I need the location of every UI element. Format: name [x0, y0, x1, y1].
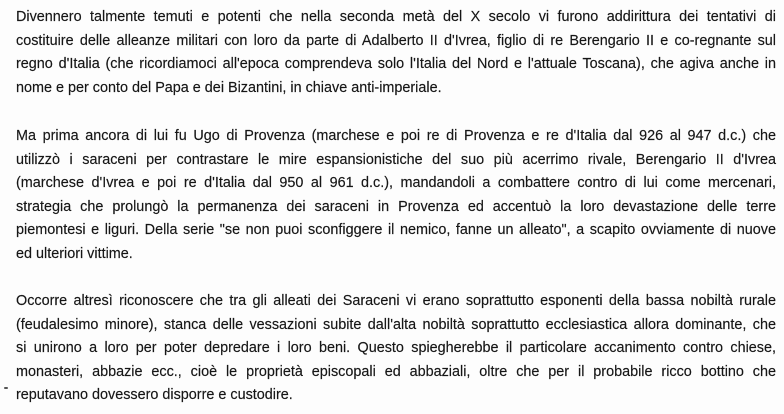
text-line: Occorre altresì riconoscere che tra gli alleati dei Saraceni vi erano soprattutto esponenti della bassa nobiltà rurale: [16, 293, 776, 309]
text-line: strategia che prolungò la permanenza dei saraceni in Provenza ed accentuò la loro devastazione delle terre: [16, 198, 776, 215]
paragraph-ugo-di-provenza: [16, 125, 776, 266]
text-line: ed ulteriori vittime.: [16, 245, 133, 262]
text-line: (marchese d'Ivrea e poi re d'Italia dal 950 al 961 d.c.), mandandoli a combattere contro di lui come mercenari,: [16, 175, 776, 191]
paragraph-adalberto: [16, 6, 776, 100]
text-line: utilizzò i saraceni per contrastare le mire espansionistiche del suo più acerrimo rivale, Berengario II d'Ivrea: [16, 151, 776, 168]
text-line: Divennero talmente temuti e potenti che nella seconda metà del X secolo vi furono addirittura dei tentativi di: [16, 9, 776, 25]
text-line: nome e per conto del Papa e dei Bizantini, in chiave anti-imperiale.: [16, 79, 442, 96]
text-line: si unirono a loro per poter depredare i loro beni. Questo spiegherebbe il particolare accanimento contro chiese,: [16, 340, 776, 356]
text-line: regno d'Italia (che ricordiamoci all'epoca comprendeva solo l'Italia del Nord e l'attuale Toscana), che agiva anche in: [16, 56, 776, 72]
text-line: monasteri, abbazie ecc., cioè le proprietà episcopali ed abbaziali, oltre che per il probabile ricco bottino che: [16, 363, 776, 380]
text-line: (feudalesimo minore), stanca delle vessazioni subite dall'alta nobiltà soprattutto ecclesiastica allora dominante, che: [16, 316, 776, 333]
text-line: costituire delle alleanze militari con loro da parte di Adalberto II d'Ivrea, figlio di re Berengario II e co-regnante sul: [16, 32, 776, 49]
text-line: Ma prima ancora di lui fu Ugo di Provenza (marchese e poi re di Provenza e re d'Italia dal 926 al 947 d.c.) che: [16, 128, 776, 144]
text-line: reputavano dovessero disporre e custodire.: [16, 387, 293, 403]
text-line: piemontesi e liguri. Della serie "se non puoi sconfiggere il nemico, fanne un alleato", a scapito ovviamente di nuove: [16, 222, 776, 238]
paragraph-alleati-saraceni: [16, 290, 776, 408]
scan-speck: [4, 387, 8, 389]
